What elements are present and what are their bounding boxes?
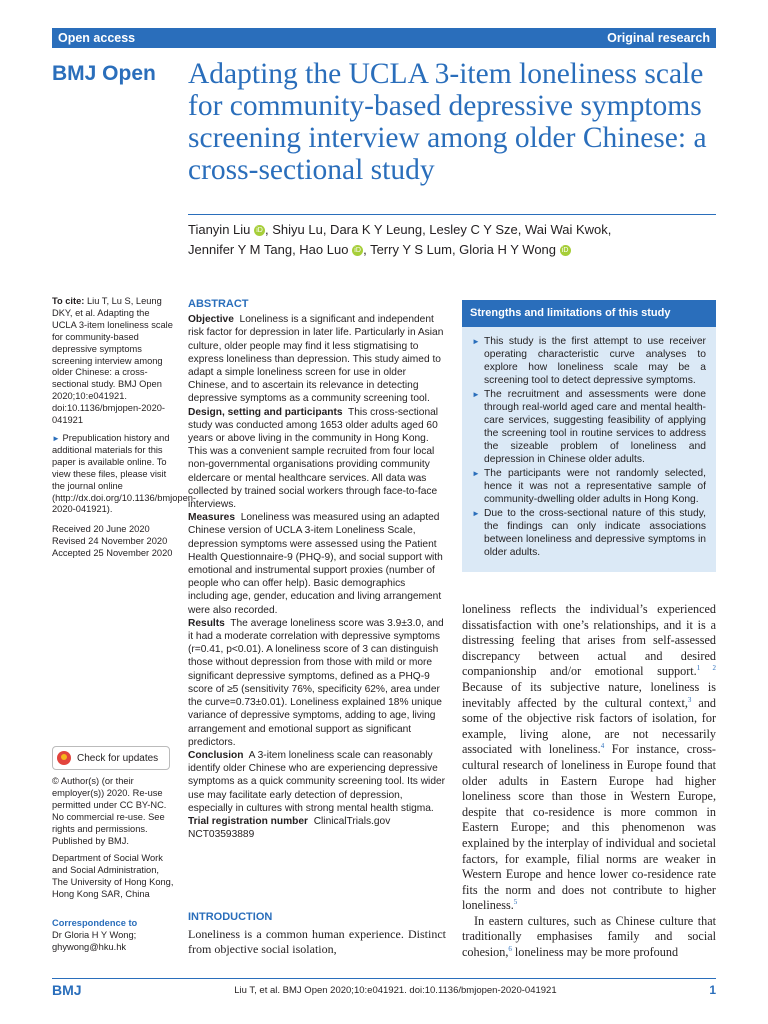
body-text-span: loneliness may be more profound xyxy=(511,945,679,960)
prepub-text[interactable]: Prepublication history and additional materials for this paper is available online. To view these files, please visit the journal online (http://dx.doi.org/10.1136/bmjopen-2020-041921). xyxy=(52,432,197,515)
measures-text: Loneliness was measured using an adapted Chinese version of UCLA 3-item Loneliness Scale, depression symptoms were assessed using the Patient Health Questionnaire-9 (PHQ-9), and social support with emotional and instrumental support proxies (number of people who can offer help). Basic demographics including age, gender, education and living arrangement were also recorded. xyxy=(188,512,443,616)
design-text: This cross-sectional study was conducted among 1653 older adults aged 60 years or above living in the community in Hong Kong. This was a convenient sample recruited from four local non-governmental organisations providing community eldercare or mental healthcare services. All data was collected by trained social workers through face-to-face interviews. xyxy=(188,406,439,511)
copyright-block xyxy=(52,776,174,907)
orcid-icon[interactable]: iD xyxy=(254,225,265,236)
check-updates-label: Check for updates xyxy=(77,752,159,764)
list-item xyxy=(472,507,706,559)
copyright-text: © Author(s) (or their employer(s)) 2020. Re-use permitted under CC BY-NC. No commercial re-use. See rights and permissions. Published by BMJ. xyxy=(52,776,167,846)
reference-link[interactable]: 4 xyxy=(600,742,605,751)
author-list-line2b: , Terry Y S Lum, Gloria H Y Wong xyxy=(363,242,557,257)
abstract-conclusion xyxy=(188,749,446,815)
strengths-heading: Strengths and limitations of this study xyxy=(462,300,716,327)
body-text-span: and some of the objective risk factors of isolation, for example, living alone, are not necessarily associated with loneliness. xyxy=(462,695,716,757)
author-list-line1: , Shiyu Lu, Dara K Y Leung, Lesley C Y Sze, Wai Wai Kwok, xyxy=(265,222,612,237)
open-access-label: Open access xyxy=(58,31,136,45)
page-footer xyxy=(52,982,716,998)
author-list-line2a: Jennifer Y M Tang, Hao Luo xyxy=(188,242,349,257)
paragraph xyxy=(462,602,716,914)
correspondence-email[interactable]: ghywong@hku.hk xyxy=(52,941,127,952)
abstract-section xyxy=(188,298,446,841)
paragraph xyxy=(462,914,716,961)
author-list xyxy=(188,220,716,260)
abstract-design xyxy=(188,406,446,512)
measures-label: Measures xyxy=(188,512,236,524)
triangle-bullet-icon: ► xyxy=(472,469,480,478)
correspondence-name: Dr Gloria H Y Wong; xyxy=(52,929,137,940)
body-text-span: In eastern cultures, such as Chinese culture that traditionally emphasises family and social cohesion, xyxy=(462,913,716,960)
cite-text: Liu T, Lu S, Leung DKY, et al. Adapting the UCLA 3-item loneliness scale for community-based depressive symptoms screening interview among older Chinese: a cross-sectional study. BMJ Open 2020;10:e041921. doi:10.1136/bmjopen-2020-041921 xyxy=(52,296,173,426)
prepub-note xyxy=(52,432,197,516)
objective-text: Loneliness is a significant and independent risk factor for depression in later life. Particularly in Asian culture, older people may find it less stigmatising to express loneliness than depression. This study aimed to adapt a simple loneliness screen for use in older Chinese, and to ascertain its relevance in detecting depressive symptoms as a community screening tool. xyxy=(188,314,444,405)
orcid-icon[interactable]: iD xyxy=(352,245,363,256)
accepted-date: Accepted 25 November 2020 xyxy=(52,547,173,558)
triangle-bullet-icon: ► xyxy=(472,509,480,518)
objective-label: Objective xyxy=(188,314,234,326)
orcid-icon[interactable]: iD xyxy=(560,245,571,256)
triangle-bullet-icon: ► xyxy=(472,390,480,399)
triangle-bullet-icon: ► xyxy=(52,433,60,443)
reference-link[interactable]: 1 2 xyxy=(696,664,717,673)
body-text-span: Because of its subjective nature, loneliness is inevitably affected by the cultural context, xyxy=(462,679,716,710)
article-type-label: Original research xyxy=(607,31,710,45)
affiliation-text: Department of Social Work and Social Administration, The University of Hong Kong, Hong Kong SAR, China xyxy=(52,853,174,900)
list-item-text: The participants were not randomly selected, hence it was not a representative sample of community-dwelling older adults in Hong Kong. xyxy=(484,468,706,505)
list-item-text: The recruitment and assessments were done through real-world aged care and mental health-care services, suggesting feasibility of applying the screening tool in routine services to address the sizeable problem of loneliness and depression in Chinese older adults. xyxy=(484,389,706,465)
reference-link[interactable]: 6 xyxy=(508,945,512,953)
correspondence-block xyxy=(52,918,174,954)
abstract-heading: ABSTRACT xyxy=(188,298,249,310)
list-item xyxy=(472,388,706,466)
footer-divider xyxy=(52,978,716,979)
trial-text[interactable]: ClinicalTrials.gov NCT03593889 xyxy=(188,815,391,841)
revised-date: Revised 24 November 2020 xyxy=(52,535,168,546)
introduction-heading: INTRODUCTION xyxy=(188,911,273,923)
reference-link[interactable]: 5 xyxy=(513,898,518,907)
journal-logo: BMJ Open xyxy=(52,62,156,85)
introduction-section xyxy=(188,910,446,958)
triangle-bullet-icon: ► xyxy=(472,337,480,346)
check-updates-button[interactable] xyxy=(52,746,170,770)
list-item-text: Due to the cross-sectional nature of this study, the findings can only indicate associations between loneliness and depressive symptoms in older adults. xyxy=(484,508,706,558)
body-text-span: For instance, cross-cultural research of loneliness in Europe found that older adults in Eastern Europe had higher loneliness score than those in Western Europe, despite that co-residence is more common in Eastern Europe; and this phenomenon was explained by the interplay of individual and societal factors, for example, filial norms are weaker in Western Europe and hence lower co-residence rate fits the norm and does not contribute to higher loneliness. xyxy=(462,742,716,913)
history-dates xyxy=(52,524,174,560)
citation-sidebar xyxy=(52,296,197,522)
page-number: 1 xyxy=(709,983,716,997)
design-label: Design, setting and participants xyxy=(188,406,343,418)
trial-label: Trial registration number xyxy=(188,815,309,827)
results-label: Results xyxy=(188,617,225,629)
abstract-results xyxy=(188,617,446,749)
bmj-footer-logo: BMJ xyxy=(52,982,82,998)
received-date: Received 20 June 2020 xyxy=(52,524,150,534)
abstract-objective xyxy=(188,313,446,405)
body-text-right xyxy=(462,602,716,961)
list-item-text: This study is the first attempt to use receiver operating characteristic curve analyses to explore how loneliness scale may be a screening tool to detect depressive symptoms. xyxy=(484,336,706,386)
cite-block xyxy=(52,296,174,427)
footer-citation: Liu T, et al. BMJ Open 2020;10:e041921. doi:10.1136/bmjopen-2020-041921 xyxy=(234,984,557,996)
strengths-list xyxy=(462,335,716,559)
author-first[interactable]: Tianyin Liu xyxy=(188,222,251,237)
article-title: Adapting the UCLA 3-item loneliness scale for community-based depressive symptoms screening interview among older Chinese: a cross-sectional study xyxy=(188,58,707,186)
list-item xyxy=(472,335,706,387)
conclusion-text: A 3-item loneliness scale can reasonably identify older Chinese who are experiencing depressive symptoms as a quick community screening tool. Its wider use may facilitate early detection of depression, especially in cultures with strong mental health stigma. xyxy=(188,749,446,814)
body-text-span: loneliness reflects the individual’s experienced dissatisfaction with one’s relationships, and it is a distressing feeling that arises from self-assessed discrepancy between actual and desired companionship and/or emotional support. xyxy=(462,602,716,679)
header-bar xyxy=(52,28,716,48)
correspondence-heading: Correspondence to xyxy=(52,918,138,928)
crossmark-icon xyxy=(57,751,71,765)
list-item xyxy=(472,467,706,506)
strengths-limitations-box xyxy=(462,300,716,572)
conclusion-label: Conclusion xyxy=(188,749,244,761)
abstract-measures xyxy=(188,511,446,617)
abstract-trial xyxy=(188,815,446,841)
results-text: The average loneliness score was 3.9±3.0, and it had a moderate correlation with depressive symptoms (r=0.41, p<0.01). A loneliness score of 3 can distinguish those without depression from those with mild or more significant depressive symptoms, defined as a PHQ-9 score of ≥5 (sensitivity 76%, specificity 62%, area under the curve=0.73±0.01). Loneliness explained 18% unique variance of depressive symptoms, adding to age, living arrangement and emotional support as significant predictors. xyxy=(188,617,444,748)
cite-label: To cite: xyxy=(52,296,85,306)
reference-link[interactable]: 3 xyxy=(687,695,692,704)
introduction-text: Loneliness is a common human experience. Distinct from objective social isolation, xyxy=(188,926,446,956)
title-divider xyxy=(188,214,716,215)
